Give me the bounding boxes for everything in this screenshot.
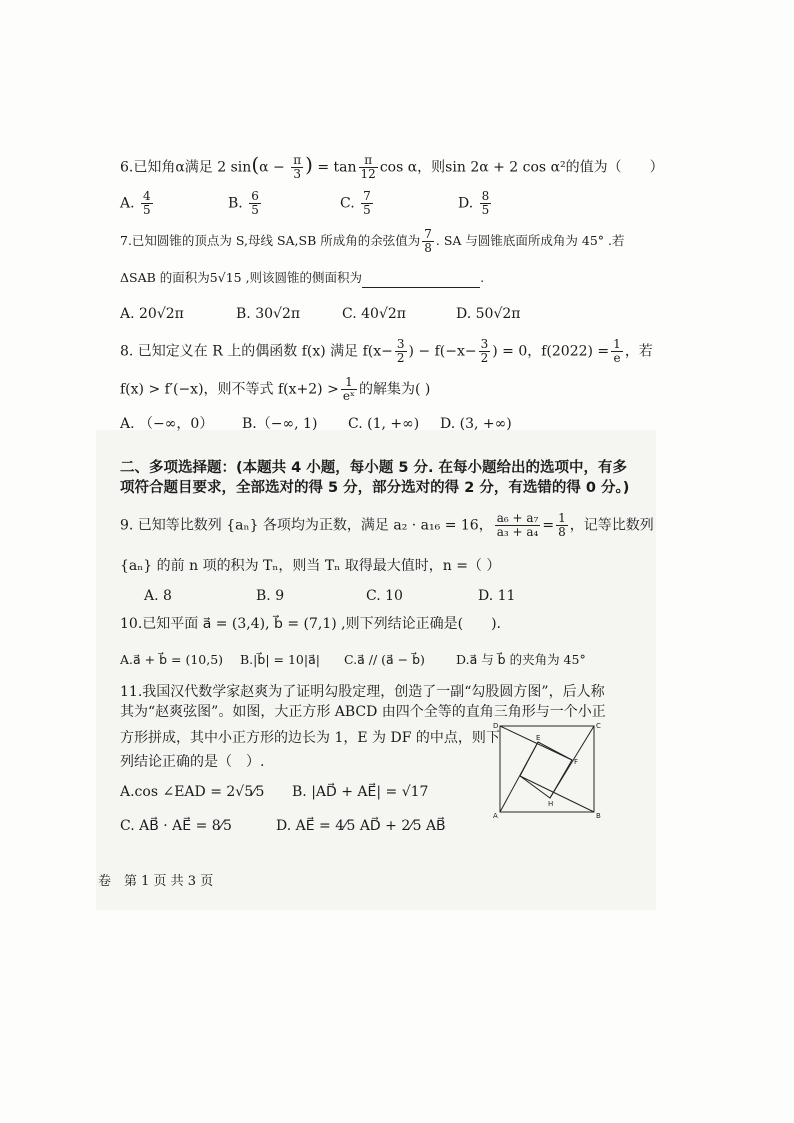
label-H: H xyxy=(548,800,554,808)
q7-option-d: D. 50√2π xyxy=(456,306,521,322)
q9-option-c: C. 10 xyxy=(366,588,403,604)
q7-option-a: A. 20√2π xyxy=(120,306,184,322)
q6-frac-pi3: $\frac{\pi}{3}$ xyxy=(293,153,302,181)
q7-stem-line2: ΔSAB 的面积为5√15 ,则该圆锥的侧面积为 . xyxy=(120,268,484,288)
label-D: D xyxy=(493,722,499,730)
inner-square xyxy=(520,742,572,798)
q11-option-c: C. AB⃗ · AE⃗ = 8⁄5 xyxy=(120,818,232,834)
q11-option-b: B. |AD⃗ + AE⃗| = √17 xyxy=(292,784,429,800)
zhao-shuang-figure xyxy=(492,720,602,820)
outer-square xyxy=(500,726,594,812)
q6-option-d: D. $\frac{8}{5}$ xyxy=(458,189,490,217)
q9-stem: 9. 已知等比数列 {aₙ} 各项均为正数，满足 a₂ · a₁₆ = 16， $\frac{\text{a₆ + a₇}}{\text{a₃ + a₄}}$ = $\frac{1}{8}$ ，记等比数列 xyxy=(120,511,654,539)
scan-shade xyxy=(96,430,656,910)
q6-stem: 6.已知角α满足 2 sin(α − $\frac{\pi}{3}$ ) = tan $\frac{\pi}{12}$ cos α，则sin 2α + 2 cos α²的值为（ ） xyxy=(120,152,664,181)
q8-stem-line2: f(x) > f′(−x)，则不等式 f(x+2) > $\frac{1}{\text{eˣ}}$ 的解集为( ) xyxy=(120,375,431,403)
label-F: F xyxy=(574,758,579,766)
q9-option-b: B. 9 xyxy=(256,588,285,604)
q8-stem: 8. 已知定义在 R 上的偶函数 f(x) 满足 f(x− $\frac{3}{2}$ ) − f(−x− $\frac{3}{2}$ ) = 0，f(2022) = $\frac{1}{e}$ ，若 xyxy=(120,337,653,365)
q6-option-c: C. $\frac{7}{5}$ xyxy=(340,189,371,217)
q7-option-c: C. 40√2π xyxy=(342,306,406,322)
q10-option-a: A.a⃗ + b⃗ = (10,5) xyxy=(120,652,224,667)
q9-stem-line2: {aₙ} 的前 n 项的积为 Tₙ，则当 Tₙ 取得最大值时，n =（ ） xyxy=(120,558,501,574)
q6-option-a: A. $\frac{4}{5}$ xyxy=(120,189,151,217)
section2-heading-line2: 项符合题目要求，全部选对的得 5 分，部分选对的得 2 分，有选错的得 0 分。) xyxy=(120,480,630,496)
q6-stem-b: α − xyxy=(259,159,290,176)
q7-option-b: B. 30√2π xyxy=(236,306,301,322)
q6-stem-d: cos α，则sin 2α + 2 cos α²的值为（ ） xyxy=(379,159,664,176)
q6-frac-pi12: $\frac{\pi}{12}$ xyxy=(360,153,376,181)
q11-option-a: A.cos ∠EAD = 2√5⁄5 xyxy=(120,784,265,800)
q10-stem: 10.已知平面 a⃗ = (3,4), b⃗ = (7,1) ,则下列结论正确是( ). xyxy=(120,616,501,632)
q8-option-a: A. （−∞，0） xyxy=(120,416,214,432)
q6-stem-a: 6.已知角α满足 2 sin xyxy=(120,159,252,176)
q11-stem-line1: 11.我国汉代数学家赵爽为了证明勾股定理，创造了一副“勾股圆方图”，后人称 xyxy=(120,684,605,700)
answer-blank xyxy=(362,273,480,288)
q8-option-d: D. (3, +∞) xyxy=(440,416,512,432)
q11-option-d: D. AE⃗ = 4⁄5 AD⃗ + 2⁄5 AB⃗ xyxy=(276,818,446,834)
q10-option-c: C.a⃗ // (a⃗ − b⃗) xyxy=(344,652,425,667)
q8-option-c: C. (1, +∞) xyxy=(348,416,420,432)
q11-stem-line4: 列结论正确的是（ ）. xyxy=(120,754,265,770)
q9-option-d: D. 11 xyxy=(478,588,516,604)
label-A: A xyxy=(493,812,498,820)
q8-option-b: B.（−∞, 1) xyxy=(242,416,318,432)
q9-option-a: A. 8 xyxy=(144,588,172,604)
q6-option-b: B. $\frac{6}{5}$ xyxy=(228,189,259,217)
q10-option-b: B.|b⃗| = 10|a⃗| xyxy=(240,652,320,667)
q10-option-d: D.a⃗ 与 b⃗ 的夹角为 45° xyxy=(456,652,586,667)
section2-heading-line1: 二、多项选择题：(本题共 4 小题，每小题 5 分. 在每小题给出的选项中，有多 xyxy=(120,460,628,476)
label-C: C xyxy=(596,722,601,730)
page-footer: 卷 第 1 页 共 3 页 xyxy=(98,874,214,889)
q11-stem-line3: 方形拼成，其中小正方形的边长为 1，E 为 DF 的中点，则下 xyxy=(120,730,500,746)
q6-stem-c: = tan xyxy=(317,159,357,176)
line-B-to-G xyxy=(520,776,594,812)
line-D-to-F xyxy=(500,726,572,760)
q7-stem: 7.已知圆锥的顶点为 S,母线 SA,SB 所成角的余弦值为 $\frac{7}{8}$ . SA 与圆锥底面所成角为 45° .若 xyxy=(120,227,625,255)
label-E: E xyxy=(536,734,541,742)
q11-stem-line2: 其为“赵爽弦图”。如图，大正方形 ABCD 由四个全等的直角三角形与一个小正 xyxy=(120,704,606,720)
label-B: B xyxy=(596,812,601,820)
